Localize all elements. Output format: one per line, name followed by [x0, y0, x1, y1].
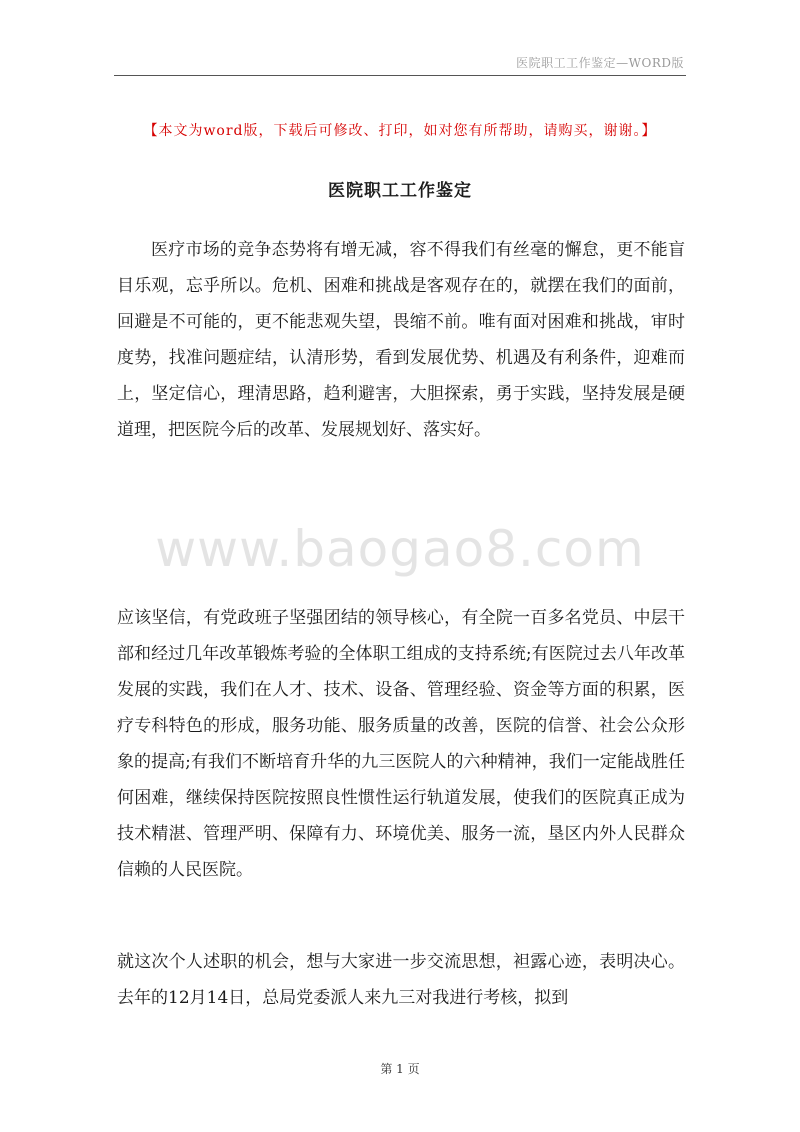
- header-divider: [114, 75, 686, 76]
- download-notice: 【本文为word版，下载后可修改、打印，如对您有所帮助，请购买，谢谢。】: [143, 123, 657, 139]
- running-header: 医院职工工作鉴定—WORD版: [516, 56, 684, 70]
- paragraph-2: 应该坚信，有党政班子坚强团结的领导核心，有全院一百多名党员、中层干部和经过几年改革锻炼考验的全体职工组成的支持系统;有医院过去八年改革发展的实践，我们在人才、技术、设备、管理经验、资金等方面的积累，医疗专科特色的形成，服务功能、服务质量的改善，医院的信誉、社会公众形象的提高;有我们不断培育升华的九三医院人的六种精神，我们一定能战胜任何困难，继续保持医院按照良性惯性运行轨道发展，使我们的医院真正成为技术精湛、管理严明、保障有力、环境优美、服务一流，垦区内外人民群众信赖的人民医院。: [117, 608, 685, 880]
- paragraph-3: 就这次个人述职的机会，想与大家进一步交流思想，袒露心迹，表明决心。去年的12月14日，总局党委派人来九三对我进行考核，拟到: [117, 952, 685, 1008]
- paragraph-1: 医疗市场的竞争态势将有增无减，容不得我们有丝毫的懈怠，更不能盲目乐观，忘乎所以。危机、困难和挑战是客观存在的，就摆在我们的面前，回避是不可能的，更不能悲观失望，畏缩不前。唯有面对困难和挑战，审时度势，找准问题症结，认清形势，看到发展优势、机遇及有利条件，迎难而上，坚定信心，理清思路，趋利避害，大胆探索，勇于实践，坚持发展是硬道理，把医院今后的改革、发展规划好、落实好。: [117, 240, 685, 440]
- page-number: 第 1 页: [380, 1062, 420, 1076]
- watermark: www.baogao8.com: [155, 520, 645, 578]
- page-title: 医院职工工作鉴定: [328, 181, 472, 201]
